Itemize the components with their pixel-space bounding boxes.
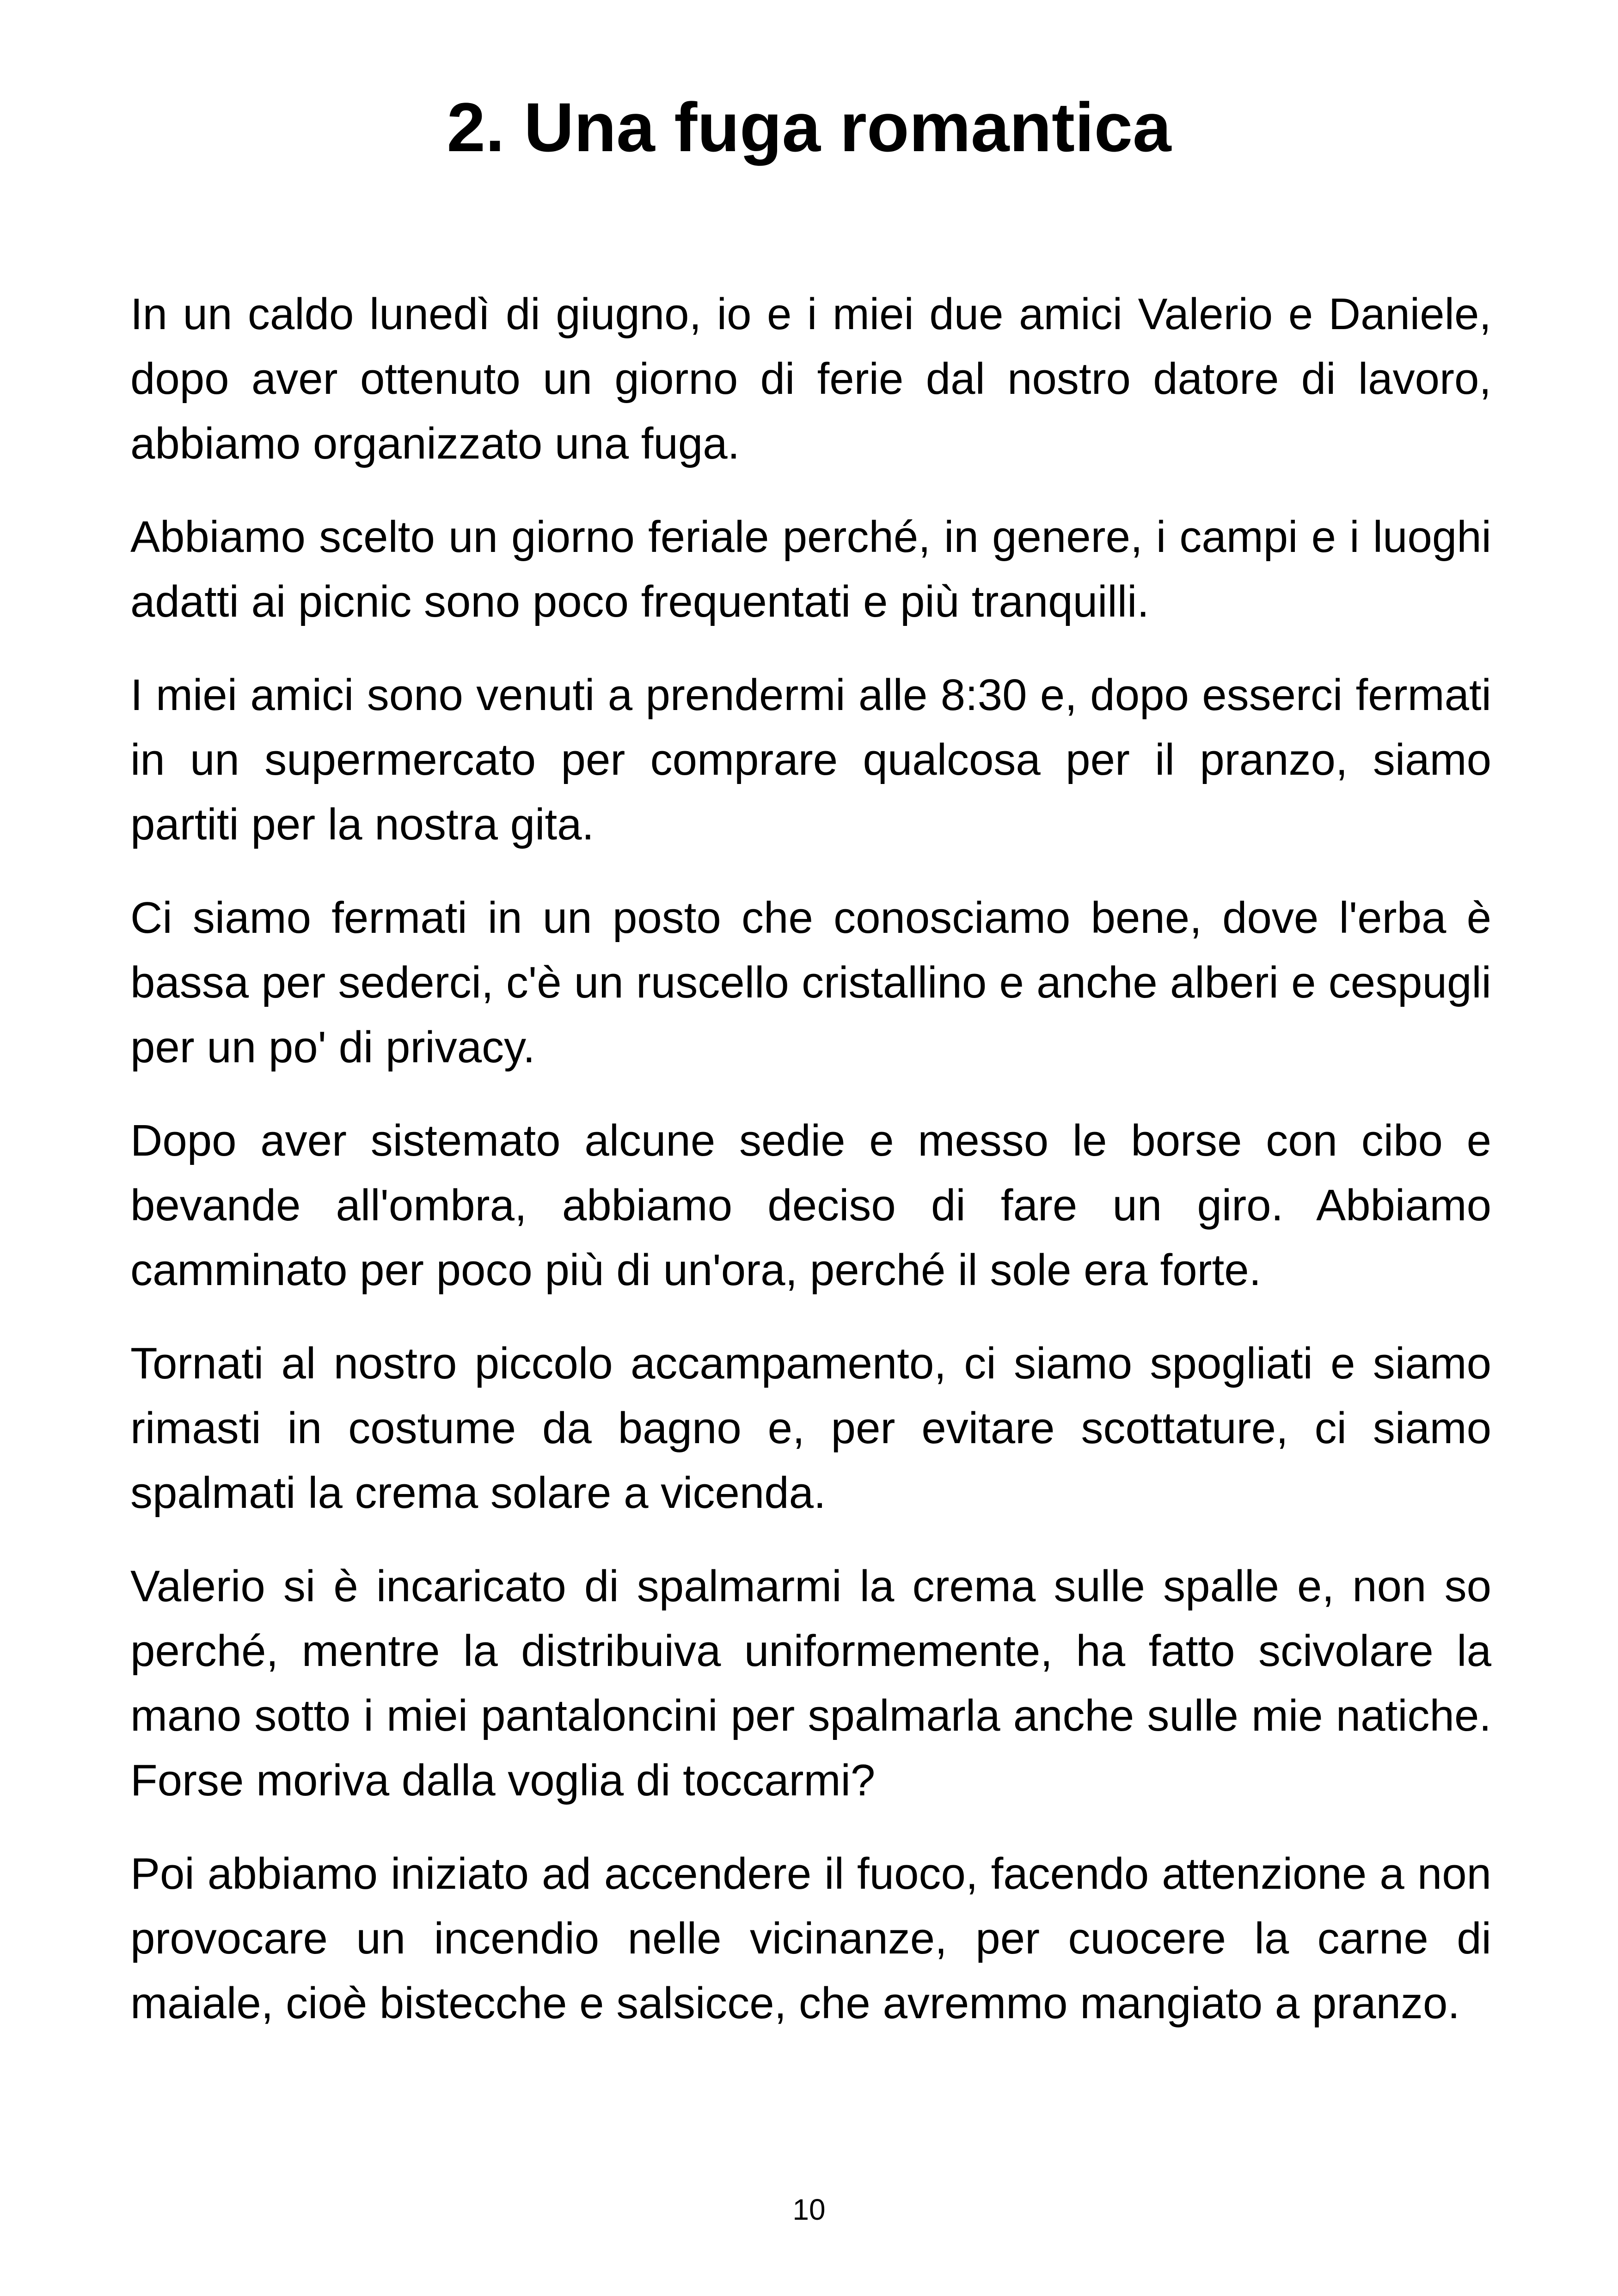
paragraph: Tornati al nostro piccolo accampamento, ci siamo spogliati e siamo rimasti in costume da bagno e, per evitare scottature, ci siamo spalmati la crema solare a vicenda. (130, 1339, 1491, 1518)
chapter-title: 2. Una fuga romantica (447, 88, 1171, 166)
page-number: 10 (792, 2193, 826, 2226)
paragraph: Ci siamo fermati in un posto che conosciamo bene, dove l'erba è bassa per sederci, c'è un ruscello cristallino e anche alberi e cespugli per un po' di privacy. (130, 893, 1491, 1072)
paragraph: Valerio si è incaricato di spalmarmi la crema sulle spalle e, non so perché, mentre la distribuiva uniformemente, ha fatto scivolare la mano sotto i miei pantaloncini per spalmarla anche sulle mie natiche. Forse moriva dalla voglia di toccarmi? (130, 1561, 1491, 1805)
paragraph: In un caldo lunedì di giugno, io e i miei due amici Valerio e Daniele, dopo aver ottenuto un giorno di ferie dal nostro datore di lavoro, abbiamo organizzato una fuga. (130, 289, 1491, 468)
paragraph: Abbiamo scelto un giorno feriale perché, in genere, i campi e i luoghi adatti ai picnic sono poco frequentati e più tranquilli. (130, 512, 1491, 626)
paragraph: Dopo aver sistemato alcune sedie e messo le borse con cibo e bevande all'ombra, abbiamo deciso di fare un giro. Abbiamo camminato per poco più di un'ora, perché il sole era forte. (130, 1116, 1491, 1295)
body-text (130, 282, 1491, 2064)
paragraph: I miei amici sono venuti a prendermi alle 8:30 e, dopo esserci fermati in un supermercato per comprare qualcosa per il pranzo, siamo partiti per la nostra gita. (130, 670, 1491, 849)
paragraph: Poi abbiamo iniziato ad accendere il fuoco, facendo attenzione a non provocare un incendio nelle vicinanze, per cuocere la carne di maiale, cioè bistecche e salsicce, che avremmo mangiato a pranzo. (130, 1849, 1491, 2028)
